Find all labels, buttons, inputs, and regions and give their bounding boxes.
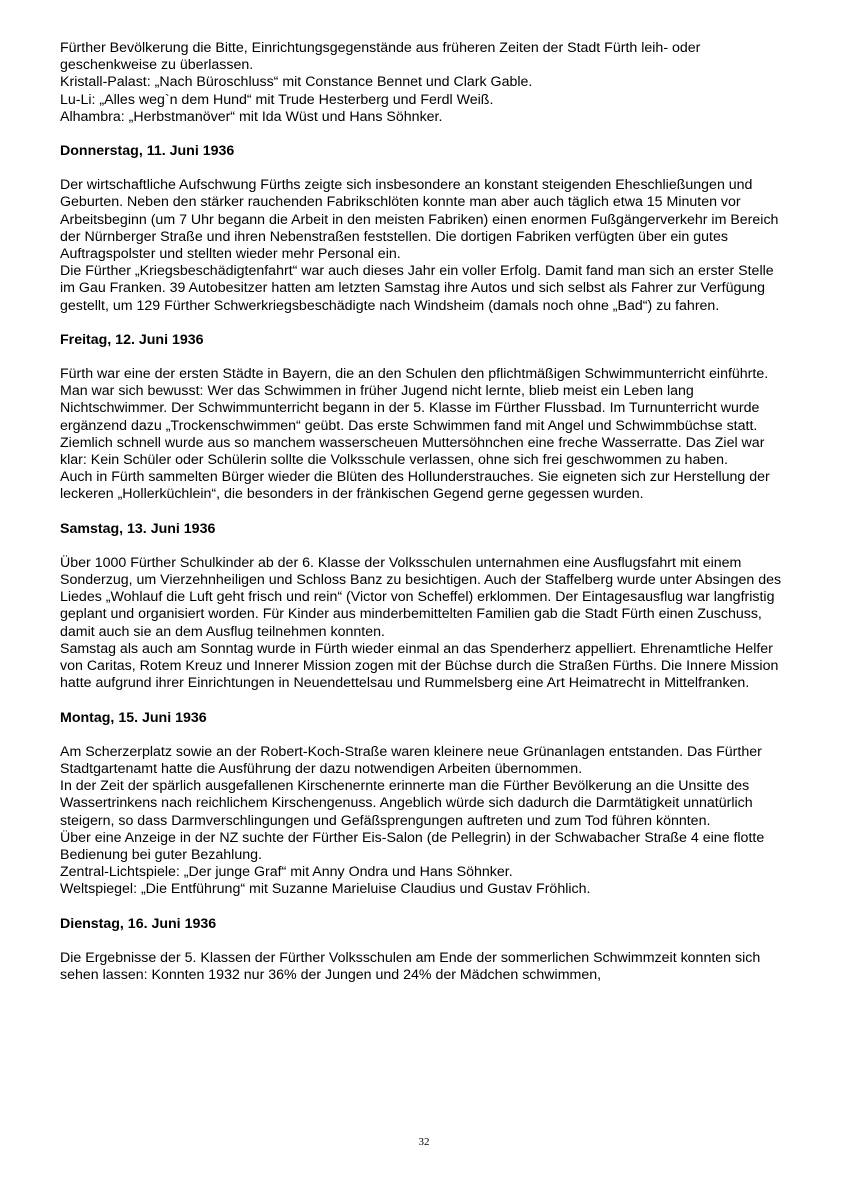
section-paragraph: Die Ergebnisse der 5. Klassen der Fürther Volksschulen am Ende der sommerlichen Schwimmzeit konnten sich sehen lassen: Konnten 1932 nur 36% der Jungen und 24% der Mädchen schwimmen, — [60, 949, 761, 983]
section-paragraph: Samstag als auch am Sonntag wurde in Fürth wieder einmal an das Spenderherz appelliert. Ehrenamtliche Helfer von Caritas, Rotem Kreuz und Innerer Mission zogen mit der Büchse durch die Straßen Fürths. Die Innere Mission hatte aufgrund ihrer Einrichtungen in Neuendettelsau und Rummelsberg eine Art Heimatrecht in Mittelfranken. — [60, 640, 779, 692]
section-paragraph: Weltspiegel: „Die Entführung“ mit Suzanne Marieluise Claudius und Gustav Fröhlich. — [60, 881, 591, 898]
section-paragraph: Fürth war eine der ersten Städte in Bayern, die an den Schulen den pflichtmäßigen Schwimmunterricht einführte. Man war sich bewusst: Wer das Schwimmen in früher Jugend nicht lernte, blieb meist ein Leben lang Nichtschwimmer. Der Schwimmunterricht begann in der 5. Klasse im Fürther Flussbad. Im Turnunterricht wurde ergänzend dazu „Trockenschwimmen“ geübt. Das erste Schwimmen fand mit Angel und Schwimmbüchse statt. Ziemlich schnell wurde aus so manchem wasserscheuen Muttersöhnchen eine freche Wasserratte. Das Ziel war klar: Kein Schüler oder Schülerin sollte die Volksschule verlassen, ohne sich frei geschwommen zu haben. — [60, 366, 769, 469]
intro-paragraph: Kristall-Palast: „Nach Büroschluss“ mit Constance Bennet und Clark Gable. — [60, 74, 533, 91]
section-heading: Montag, 15. Juni 1936 — [60, 709, 207, 726]
section-saturday — [60, 521, 790, 693]
section-paragraph: Am Scherzerplatz sowie an der Robert-Koch-Straße waren kleinere neue Grünanlagen entstanden. Das Fürther Stadtgartenamt hatte die Ausführung der dazu notwendigen Arbeiten übernommen. — [60, 743, 762, 777]
page-number: 32 — [418, 1136, 430, 1148]
intro-paragraph: Lu-Li: „Alles weg`n dem Hund“ mit Trude Hesterberg und Ferdl Weiß. — [60, 91, 494, 108]
document-page — [60, 40, 790, 984]
section-tuesday — [60, 916, 790, 985]
intro-paragraph: Alhambra: „Herbstmanöver“ mit Ida Wüst und Hans Söhnker. — [60, 108, 443, 125]
section-paragraph: Die Fürther „Kriegsbeschädigtenfahrt“ war auch dieses Jahr ein voller Erfolg. Damit fand man sich an erster Stelle im Gau Franken. 39 Autobesitzer hatten am letzten Samstag ihre Autos und sich selbst als Fahrer zur Verfügung gestellt, um 129 Fürther Schwerkriegsbeschädigte nach Windsheim (damals noch ohne „Bad“) zu fahren. — [60, 263, 774, 314]
intro-block — [60, 40, 790, 126]
section-thursday — [60, 143, 790, 315]
section-paragraph: Der wirtschaftliche Aufschwung Fürths zeigte sich insbesondere an konstant steigenden Eheschließungen und Geburten. Neben den stärker rauchenden Fabrikschlöten konnte man aber auch täglich etwa 15 Minuten vor Arbeitsbeginn (um 7 Uhr begann die Arbeit in den meisten Fabriken) einen enormen Fußgängerverkehr im Bereich der Nürnberger Straße und ihren Nebenstraßen feststellen. Die dortigen Fabriken verfügten über ein gutes Auftragspolster und stellten wieder mehr Personal ein. — [60, 177, 779, 263]
section-heading: Samstag, 13. Juni 1936 — [60, 520, 216, 537]
section-paragraph: Zentral-Lichtspiele: „Der junge Graf“ mit Anny Ondra und Hans Söhnker. — [60, 864, 513, 881]
section-friday — [60, 332, 790, 504]
section-heading: Donnerstag, 11. Juni 1936 — [60, 143, 235, 160]
section-paragraph: Über eine Anzeige in der NZ suchte der Fürther Eis-Salon (de Pellegrin) in der Schwabacher Straße 4 eine flotte Bedienung bei guter Bezahlung. — [60, 829, 765, 863]
section-heading: Dienstag, 16. Juni 1936 — [60, 915, 217, 932]
intro-paragraph: Fürther Bevölkerung die Bitte, Einrichtungsgegenstände aus früheren Zeiten der Stadt Fürth leih- oder geschenkweise zu überlassen. — [60, 40, 701, 74]
section-paragraph: In der Zeit der spärlich ausgefallenen Kirschenernte erinnerte man die Fürther Bevölkerung an die Unsitte des Wassertrinkens nach reichlichem Kirschengenuss. Angeblich würde sich dadurch die Darmtätigkeit unnatürlich steigern, so dass Darmverschlingungen und Gefäßsprengungen auftreten und zum Tod führen könnten. — [60, 778, 753, 829]
section-monday — [60, 710, 790, 899]
section-paragraph: Auch in Fürth sammelten Bürger wieder die Blüten des Hollunderstrauches. Sie eigneten sich zur Herstellung der leckeren „Hollerküchlein“, die besonders in der fränkischen Gegend gerne gegessen wurden. — [60, 469, 770, 503]
section-paragraph: Über 1000 Fürther Schulkinder ab der 6. Klasse der Volksschulen unternahmen eine Ausflugsfahrt mit einem Sonderzug, um Vierzehnheiligen und Schloss Banz zu besichtigen. Auch der Staffelberg wurde unter Absingen des Liedes „Wohlauf die Luft geht frisch und rein“ (Victor von Scheffel) erklommen. Der Eintagesausflug war langfristig geplant und organisiert worden. Für Kinder aus minderbemittelten Familien gab die Stadt Fürth einen Zuschuss, damit auch sie an dem Ausflug teilnehmen konnten. — [60, 554, 782, 640]
section-heading: Freitag, 12. Juni 1936 — [60, 331, 204, 348]
